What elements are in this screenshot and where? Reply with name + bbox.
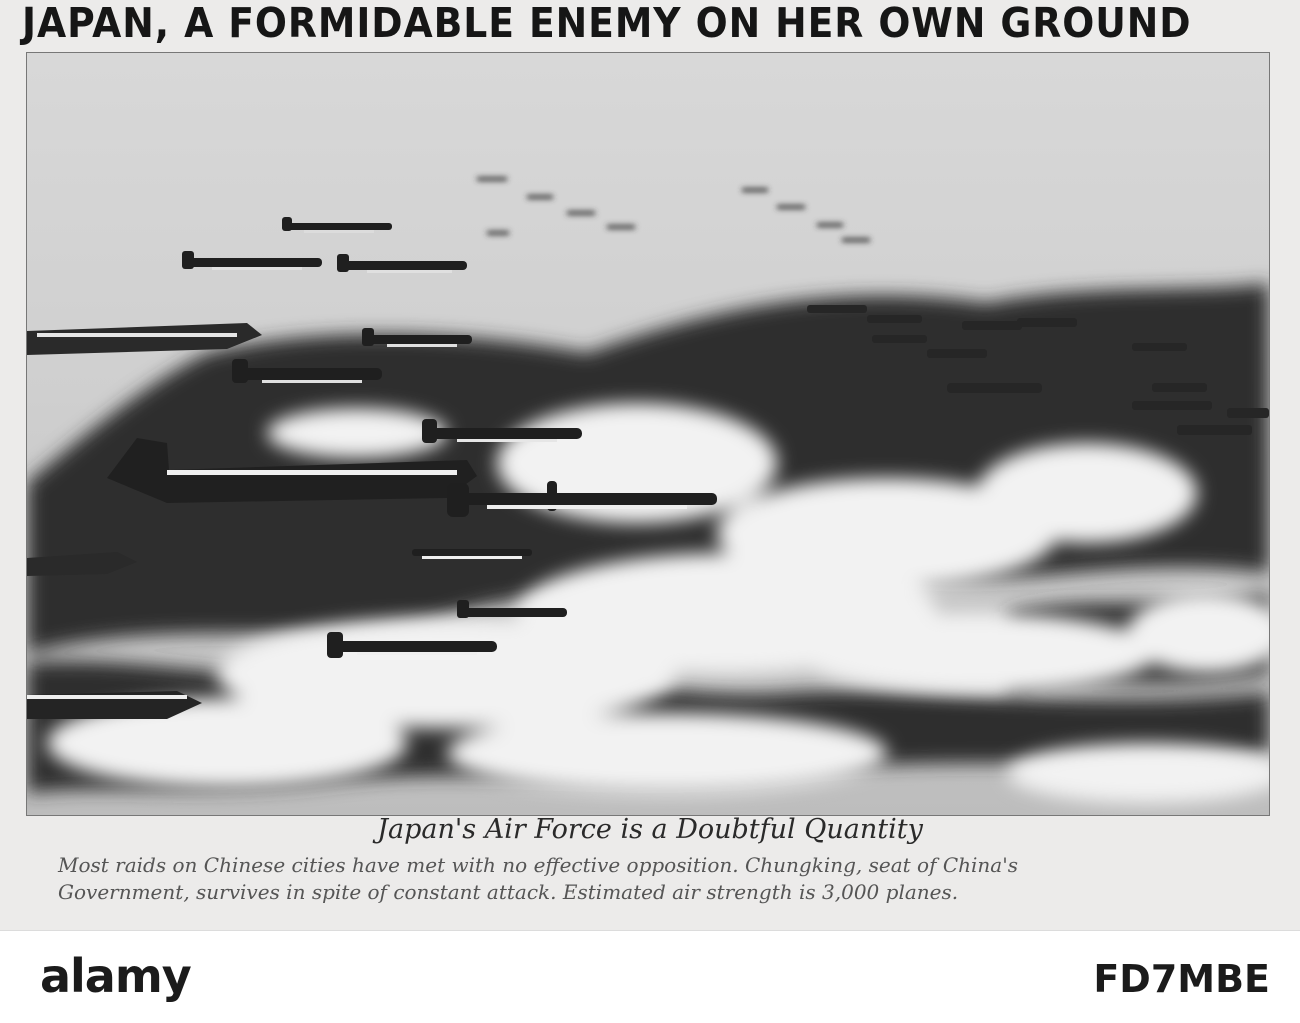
headline: JAPAN, A FORMIDABLE ENEMY ON HER OWN GROUND — [22, 0, 1192, 47]
alamy-logo: alamy — [40, 949, 191, 1003]
watermark-footer — [0, 930, 1300, 1023]
caption-body — [58, 852, 1258, 906]
photo-illustration — [27, 53, 1269, 815]
bomber-formation-photo — [26, 52, 1270, 816]
caption-title: Japan's Air Force is a Doubtful Quantity — [377, 814, 923, 845]
caption-line-1: Most raids on Chinese cities have met with no effective opposition. Chungking, seat of China's — [58, 853, 1018, 877]
caption-line-2: Government, survives in spite of constant attack. Estimated air strength is 3,000 planes. — [58, 880, 959, 904]
image-reference-code: FD7MBE — [1093, 957, 1270, 1001]
